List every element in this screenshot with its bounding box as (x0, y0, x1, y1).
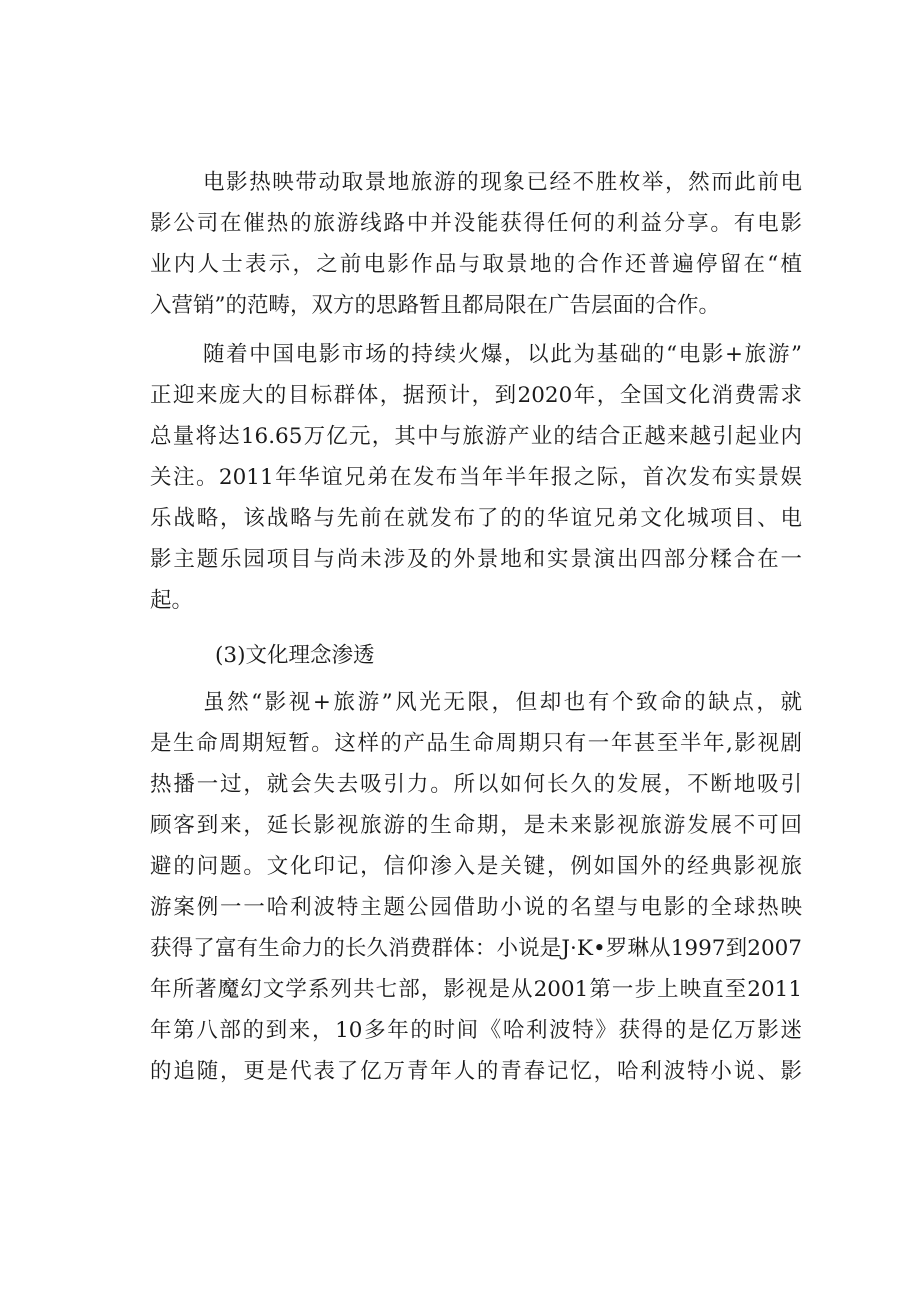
paragraph-2-line-6: 影主题乐园项目与尚未涉及的外景地和实景演出四部分糅合在一 (150, 547, 802, 572)
paragraph-3-line-6: 游案例一一哈利波特主题公园借助小说的名望与电影的全球热映 (150, 895, 802, 920)
paragraph-3-line-5: 避的问题。文化印记，信仰渗入是关键，例如国外的经典影视旅 (150, 854, 802, 879)
paragraph-3-line-4: 顾客到来，延长影视旅游的生命期，是未来影视旅游发展不可回 (150, 813, 802, 838)
paragraph-2-line-5: 乐战略，该战略与先前在就发布了的的华谊兄弟文化城项目、电 (150, 506, 802, 531)
paragraph-2-line-4: 关注。2011年华谊兄弟在发布当年半年报之际，首次发布实景娱 (150, 465, 802, 490)
paragraph-3-line-3: 热播一过，就会失去吸引力。所以如何长久的发展，不断地吸引 (150, 772, 802, 797)
paragraph-2-line-7: 起。 (150, 588, 194, 613)
paragraph-3-line-1: 虽然“影视+旅游”风光无限，但却也有个致命的缺点，就 (203, 690, 802, 715)
paragraph-3-line-8: 年所著魔幻文学系列共七部，影视是从2001第一步上映直至2011 (150, 977, 802, 1002)
paragraph-3-line-7: 获得了富有生命力的长久消费群体：小说是J·K•罗琳从1997到2007 (150, 936, 802, 961)
paragraph-1-line-1: 电影热映带动取景地旅游的现象已经不胜枚举，然而此前电 (203, 170, 802, 195)
paragraph-2-line-2: 正迎来庞大的目标群体，据预计，到2020年，全国文化消费需求 (150, 383, 802, 408)
paragraph-1-line-4: 入营销”的范畴，双方的思路暂且都局限在广告层面的合作。 (150, 293, 720, 318)
section-heading: (3)文化理念渗透 (215, 643, 375, 668)
paragraph-1-line-2: 影公司在催热的旅游线路中并没能获得任何的利益分享。有电影 (150, 211, 802, 236)
paragraph-2-line-3: 总量将达16.65万亿元，其中与旅游产业的结合正越来越引起业内 (150, 424, 802, 449)
paragraph-3-line-2: 是生命周期短暂。这样的产品生命周期只有一年甚至半年,影视剧 (150, 731, 802, 756)
paragraph-2-line-1: 随着中国电影市场的持续火爆，以此为基础的“电影+旅游” (203, 342, 802, 367)
paragraph-3-line-10: 的追随，更是代表了亿万青年人的青春记忆，哈利波特小说、影 (150, 1059, 802, 1084)
paragraph-3-line-9: 年第八部的到来，10多年的时间《哈利波特》获得的是亿万影迷 (150, 1018, 802, 1043)
paragraph-1-line-3: 业内人士表示，之前电影作品与取景地的合作还普遍停留在“植 (150, 252, 802, 277)
